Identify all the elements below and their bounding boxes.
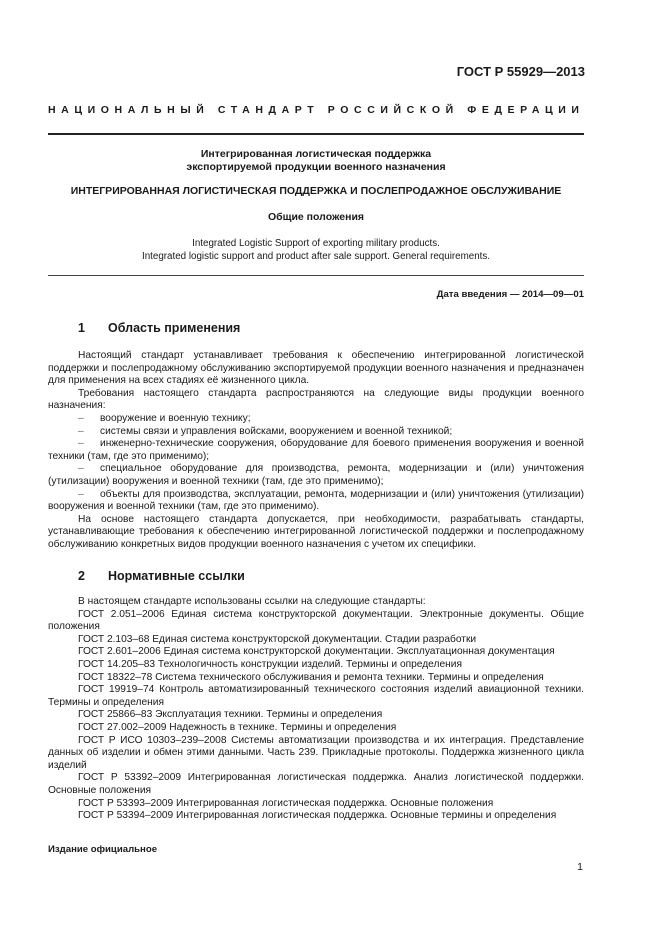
reference-item: ГОСТ 14.205–83 Технологичность конструкции изделий. Термины и определения	[78, 658, 462, 670]
paragraph: Требования настоящего стандарта распространяются на следующие виды продукции военного назначения:	[48, 387, 584, 412]
reference-item: ГОСТ 2.601–2006 Единая система конструкторской документации. Эксплуатационная документация	[78, 646, 555, 658]
title-line-2: экспортируемой продукции военного назначения	[186, 161, 446, 173]
paragraph: В настоящем стандарте использованы ссылки на следующие стандарты:	[78, 596, 426, 607]
reference-item: ГОСТ 19919–74 Контроль автоматизированный технического состояния изделий авиационной техники. Термины и определения	[48, 684, 584, 708]
english-title-line-2: Integrated logistic support and product after sale support. General requirements.	[142, 250, 490, 262]
title-block	[48, 148, 584, 174]
list-item: – системы связи и управления войсками, вооружением и военной техникой;	[78, 425, 453, 437]
reference-item: ГОСТ 25866–83 Эксплуатация техники. Термины и определения	[78, 709, 383, 721]
paragraph: Настоящий стандарт устанавливает требования к обеспечению интегрированной логистической поддержки и послепродажному обслуживанию экспортируемой продукции военного назначения и предназначен для применения на всех стадиях её жизненного цикла.	[48, 350, 584, 387]
section-2-number: 2	[78, 569, 85, 583]
reference-item: ГОСТ 2.103–68 Единая система конструкторской документации. Стадии разработки	[78, 633, 477, 645]
introduction-date: Дата введения — 2014—09—01	[436, 289, 584, 300]
reference-item: ГОСТ Р 53392–2009 Интегрированная логистическая поддержка. Анализ логистической поддержки. Основные положения	[48, 772, 584, 796]
title-rule	[48, 275, 584, 276]
subtitle: Общие положения	[267, 211, 365, 223]
standard-type-heading: НАЦИОНАЛЬНЫЙ СТАНДАРТ РОССИЙСКОЙ ФЕДЕРАЦИИ	[48, 104, 585, 116]
reference-item: ГОСТ 27.002–2009 Надежность в технике. Термины и определения	[78, 721, 397, 733]
list-item: – объекты для производства, эксплуатации, ремонта, модернизации и (или) уничтожения (утилизации) вооружения и военной техники (там, где это применимо).	[48, 488, 584, 513]
section-2-title: Нормативные ссылки	[108, 569, 245, 583]
section-1-number: 1	[78, 321, 85, 335]
header-rule	[48, 133, 584, 135]
english-title-line-1: Integrated Logistic Support of exporting military products.	[192, 238, 440, 249]
section-2-heading	[78, 569, 245, 583]
reference-item: ГОСТ Р ИСО 10303–239–2008 Системы автоматизации производства и их интеграция. Представление данных об изделии и обмен этими данными. Часть 239. Прикладные протоколы. Поддержка жизненного цикла изделий	[48, 734, 584, 771]
page-number: 1	[577, 861, 583, 873]
reference-item: ГОСТ Р 53394–2009 Интегрированная логистическая поддержка. Основные термины и определения	[78, 810, 557, 822]
official-edition-label: Издание официальное	[48, 844, 158, 855]
reference-item: ГОСТ 18322–78 Система технического обслуживания и ремонта техники. Термины и определения	[78, 671, 544, 683]
paragraph: На основе настоящего стандарта допускается, при необходимости, разрабатывать стандарты, устанавливающие требования к обеспечению интегрированной логистической поддержки и послепродажному обслуживанию конкретных видов продукции военного назначения с учетом их специфики.	[48, 513, 584, 550]
reference-item: ГОСТ Р 53393–2009 Интегрированная логистическая поддержка. Основные положения	[78, 797, 494, 809]
section-2-body	[48, 596, 584, 823]
section-1-title: Область применения	[108, 321, 241, 335]
document-id: ГОСТ Р 55929—2013	[456, 64, 585, 79]
english-title	[48, 238, 584, 263]
list-item: – инженерно-технические сооружения, оборудование для боевого применения вооружения и военной техники (там, где это применимо);	[48, 438, 584, 462]
reference-item: ГОСТ 2.051–2006 Единая система конструкторской документации. Электронные документы. Общие положения	[48, 608, 584, 633]
list-item: – специальное оборудование для производства, ремонта, модернизации и (или) уничтожения (утилизации) вооружения и военной техники (там, где это применимо);	[48, 463, 584, 487]
main-title: ИНТЕГРИРОВАННАЯ ЛОГИСТИЧЕСКАЯ ПОДДЕРЖКА И ПОСЛЕПРОДАЖНОЕ ОБСЛУЖИВАНИЕ	[70, 185, 562, 197]
section-1-heading	[78, 321, 240, 335]
list-item: – вооружение и военную технику;	[78, 412, 251, 424]
section-1-body	[48, 350, 584, 552]
title-line-1: Интегрированная логистическая поддержка	[200, 148, 432, 160]
